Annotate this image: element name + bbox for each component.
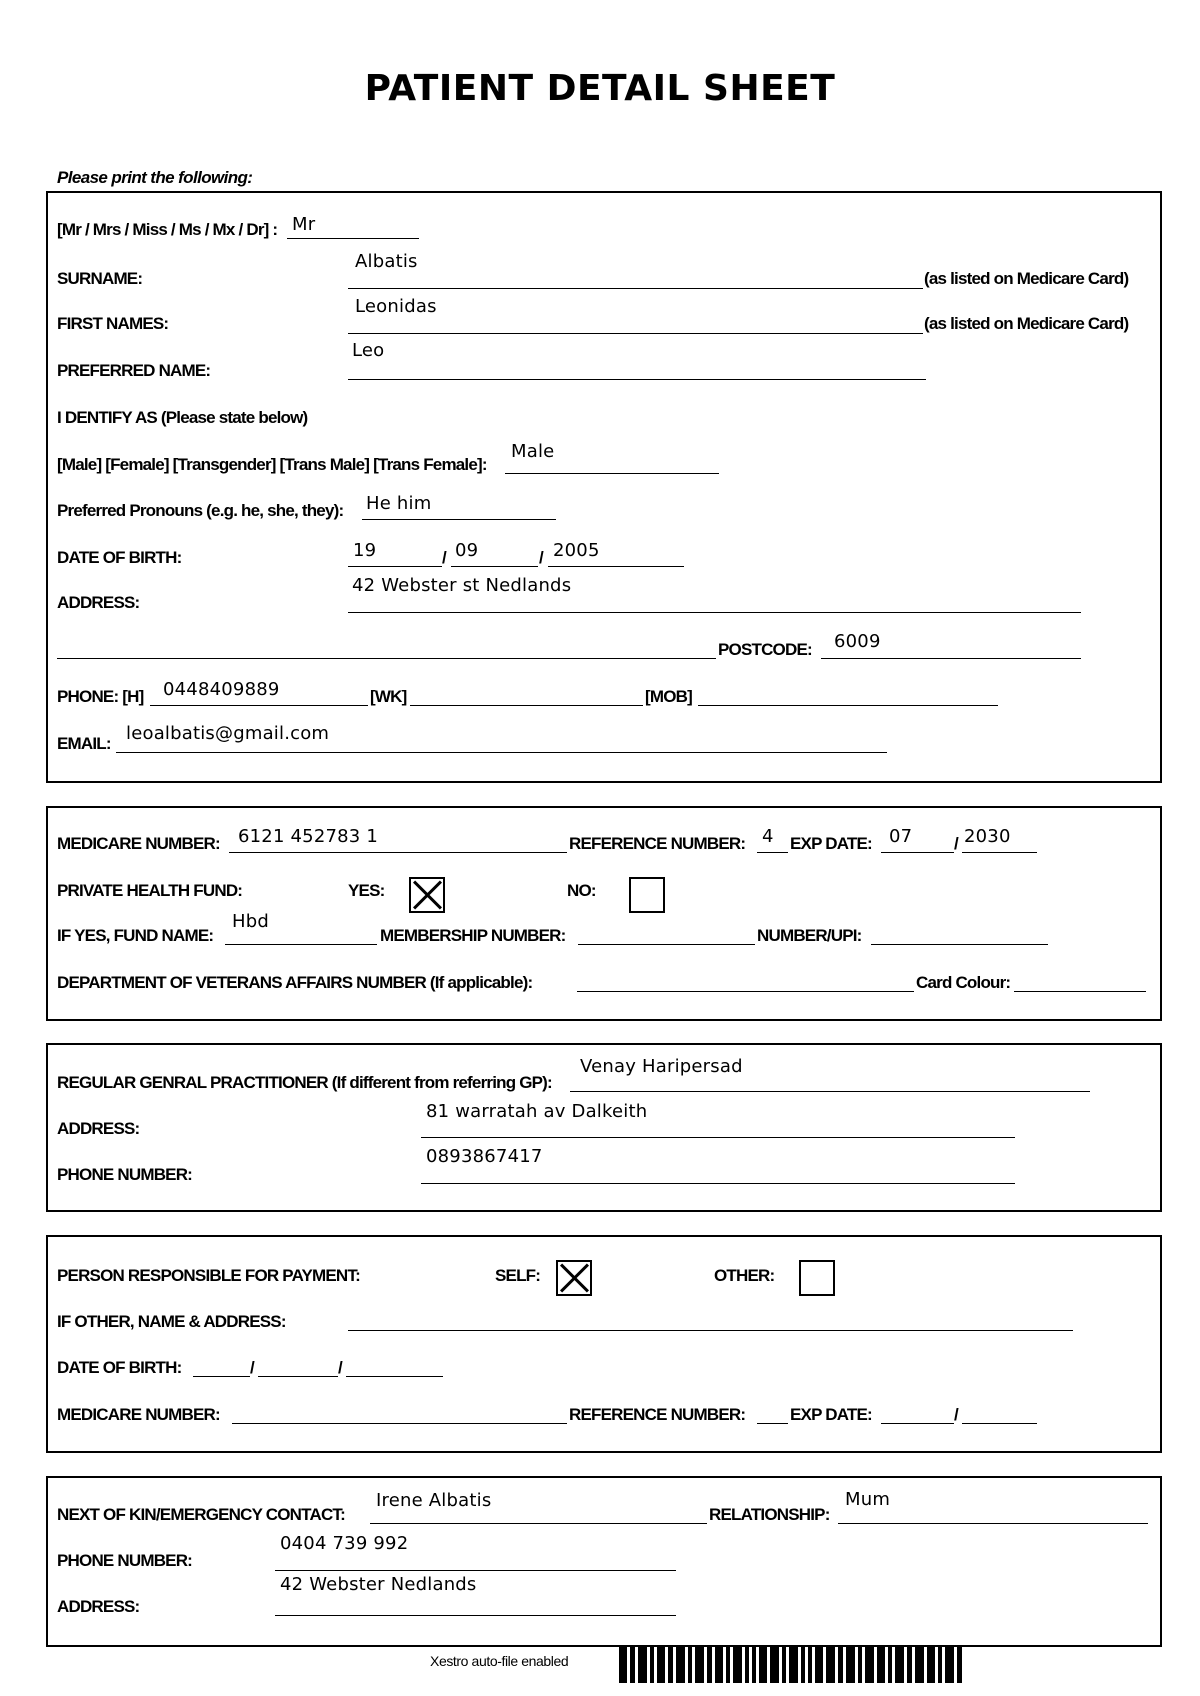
preferred-name-field-line [348, 379, 926, 380]
gender-field[interactable]: Male [511, 441, 555, 462]
gp-address-label: ADDRESS: [57, 1119, 140, 1138]
dob-month-line [451, 566, 538, 567]
dva-number-label: DEPARTMENT OF VETERANS AFFAIRS NUMBER (If applicable): [57, 973, 533, 992]
membership-number-label: MEMBERSHIP NUMBER: [380, 926, 566, 945]
postcode-field[interactable]: 6009 [834, 631, 881, 652]
payment-exp-month-line[interactable] [881, 1423, 954, 1424]
gp-phone-field-line [421, 1183, 1015, 1184]
surname-medicare-note: (as listed on Medicare Card) [924, 269, 1129, 288]
first-names-field-line [348, 333, 923, 334]
exp-date-label: EXP DATE: [790, 834, 872, 853]
number-upi-field-line[interactable] [871, 944, 1048, 945]
email-field[interactable]: leoalbatis@gmail.com [126, 723, 330, 744]
kin-address-field[interactable]: 42 Webster Nedlands [280, 1574, 477, 1595]
exp-year-line [962, 852, 1037, 853]
other-name-address-label: IF OTHER, NAME & ADDRESS: [57, 1312, 286, 1331]
payment-medicare-field-line[interactable] [232, 1423, 567, 1424]
no-label: NO: [567, 881, 596, 900]
phone-home-field[interactable]: 0448409889 [163, 679, 280, 700]
relationship-field-line [838, 1523, 1148, 1524]
dob-label: DATE OF BIRTH: [57, 548, 182, 567]
preferred-name-label: PREFERRED NAME: [57, 361, 211, 380]
payment-exp-label: EXP DATE: [790, 1405, 872, 1424]
postcode-label: POSTCODE: [718, 640, 812, 659]
payment-exp-slash: / [954, 1405, 958, 1424]
yes-label: YES: [348, 881, 385, 900]
reference-number-label: REFERENCE NUMBER: [569, 834, 746, 853]
card-colour-field-line[interactable] [1014, 991, 1146, 992]
payment-dob-day-line[interactable] [193, 1376, 250, 1377]
phone-work-field-line[interactable] [410, 705, 643, 706]
dob-year-field[interactable]: 2005 [553, 540, 600, 561]
relationship-label: RELATIONSHIP: [709, 1505, 830, 1524]
number-upi-label: NUMBER/UPI: [757, 926, 862, 945]
first-names-label: FIRST NAMES: [57, 314, 169, 333]
payment-other-checkbox[interactable] [799, 1260, 835, 1296]
kin-phone-field-line [275, 1570, 676, 1571]
reference-number-field-line [757, 852, 788, 853]
kin-phone-field[interactable]: 0404 739 992 [280, 1533, 409, 1554]
exp-month-field[interactable]: 07 [889, 826, 913, 847]
dob-day-field[interactable]: 19 [353, 540, 377, 561]
person-responsible-label: PERSON RESPONSIBLE FOR PAYMENT: [57, 1266, 360, 1285]
barcode-image [619, 1645, 965, 1683]
surname-field-line [348, 288, 923, 289]
payment-dob-slash-1: / [250, 1358, 254, 1377]
kin-address-field-line [275, 1615, 676, 1616]
self-label: SELF: [495, 1266, 541, 1285]
exp-year-field[interactable]: 2030 [964, 826, 1011, 847]
other-name-address-field-line[interactable] [348, 1330, 1073, 1331]
gp-address-field[interactable]: 81 warratah av Dalkeith [426, 1101, 648, 1122]
regular-gp-label: REGULAR GENRAL PRACTITIONER (If different from referring GP): [57, 1073, 552, 1092]
page-title: PATIENT DETAIL SHEET [364, 68, 836, 109]
card-colour-label: Card Colour: [916, 973, 1011, 992]
regular-gp-field-line [570, 1091, 1090, 1092]
address-field-line [348, 612, 1081, 613]
address-field[interactable]: 42 Webster st Nedlands [352, 575, 572, 596]
exp-slash: / [954, 834, 958, 853]
title-label: [Mr / Mrs / Miss / Ms / Mx / Dr] : [57, 220, 278, 239]
gender-field-line [505, 473, 719, 474]
next-of-kin-field-line [370, 1523, 707, 1524]
other-label: OTHER: [714, 1266, 775, 1285]
postcode-field-line [821, 658, 1081, 659]
dva-number-field-line[interactable] [577, 991, 914, 992]
title-field[interactable]: Mr [292, 214, 316, 235]
email-label: EMAIL: [57, 734, 111, 753]
payment-exp-year-line[interactable] [962, 1423, 1037, 1424]
auto-file-note: Xestro auto-file enabled [430, 1653, 569, 1669]
first-names-field[interactable]: Leonidas [355, 296, 437, 317]
surname-label: SURNAME: [57, 269, 143, 288]
payment-dob-month-line[interactable] [258, 1376, 338, 1377]
reference-number-field[interactable]: 4 [762, 826, 774, 847]
dob-day-line [348, 566, 442, 567]
pronouns-label: Preferred Pronouns (e.g. he, she, they): [57, 501, 344, 520]
relationship-field[interactable]: Mum [845, 1489, 891, 1510]
membership-number-field-line[interactable] [578, 944, 755, 945]
address-line-2[interactable] [57, 658, 716, 659]
fund-name-field-line [225, 944, 377, 945]
preferred-name-field[interactable]: Leo [352, 340, 385, 361]
phone-mobile-label: [MOB] [645, 687, 692, 706]
fund-name-field[interactable]: Hbd [232, 911, 269, 932]
gp-phone-label: PHONE NUMBER: [57, 1165, 193, 1184]
email-field-line [116, 752, 887, 753]
phone-mobile-field-line[interactable] [698, 705, 998, 706]
regular-gp-field[interactable]: Venay Haripersad [580, 1056, 743, 1077]
surname-field[interactable]: Albatis [355, 251, 418, 272]
kin-address-label: ADDRESS: [57, 1597, 140, 1616]
gp-address-field-line [421, 1137, 1015, 1138]
first-names-medicare-note: (as listed on Medicare Card) [924, 314, 1129, 333]
pronouns-field[interactable]: He him [366, 493, 432, 514]
dob-month-field[interactable]: 09 [455, 540, 479, 561]
private-fund-no-checkbox[interactable] [629, 877, 665, 913]
dob-year-line [548, 566, 684, 567]
next-of-kin-label: NEXT OF KIN/EMERGENCY CONTACT: [57, 1505, 345, 1524]
payment-ref-field-line[interactable] [757, 1423, 788, 1424]
payment-dob-slash-2: / [338, 1358, 342, 1377]
gender-label: [Male] [Female] [Transgender] [Trans Male] [Trans Female]: [57, 455, 487, 474]
instruction-text: Please print the following: [57, 168, 253, 187]
phone-home-field-line [150, 705, 368, 706]
next-of-kin-section [46, 1476, 1162, 1647]
gp-phone-field[interactable]: 0893867417 [426, 1146, 543, 1167]
private-health-fund-label: PRIVATE HEALTH FUND: [57, 881, 243, 900]
phone-home-label: PHONE: [H] [57, 687, 144, 706]
private-fund-yes-checkbox[interactable] [409, 877, 445, 913]
payment-ref-label: REFERENCE NUMBER: [569, 1405, 746, 1424]
fund-name-label: IF YES, FUND NAME: [57, 926, 214, 945]
medicare-number-field-line [229, 852, 567, 853]
phone-work-label: [WK] [370, 687, 407, 706]
payment-medicare-label: MEDICARE NUMBER: [57, 1405, 220, 1424]
title-field-line [287, 238, 419, 239]
payment-dob-year-line[interactable] [346, 1376, 443, 1377]
address-label: ADDRESS: [57, 593, 140, 612]
identify-as-label: I DENTIFY AS (Please state below) [57, 408, 308, 427]
exp-month-line [881, 852, 954, 853]
pronouns-field-line [362, 519, 556, 520]
medicare-number-label: MEDICARE NUMBER: [57, 834, 220, 853]
payment-self-checkbox[interactable] [556, 1260, 592, 1296]
kin-phone-label: PHONE NUMBER: [57, 1551, 193, 1570]
dob-slash-1: / [442, 548, 446, 567]
next-of-kin-field[interactable]: Irene Albatis [376, 1490, 492, 1511]
medicare-number-field[interactable]: 6121 452783 1 [238, 826, 379, 847]
payment-dob-label: DATE OF BIRTH: [57, 1358, 182, 1377]
dob-slash-2: / [539, 548, 543, 567]
